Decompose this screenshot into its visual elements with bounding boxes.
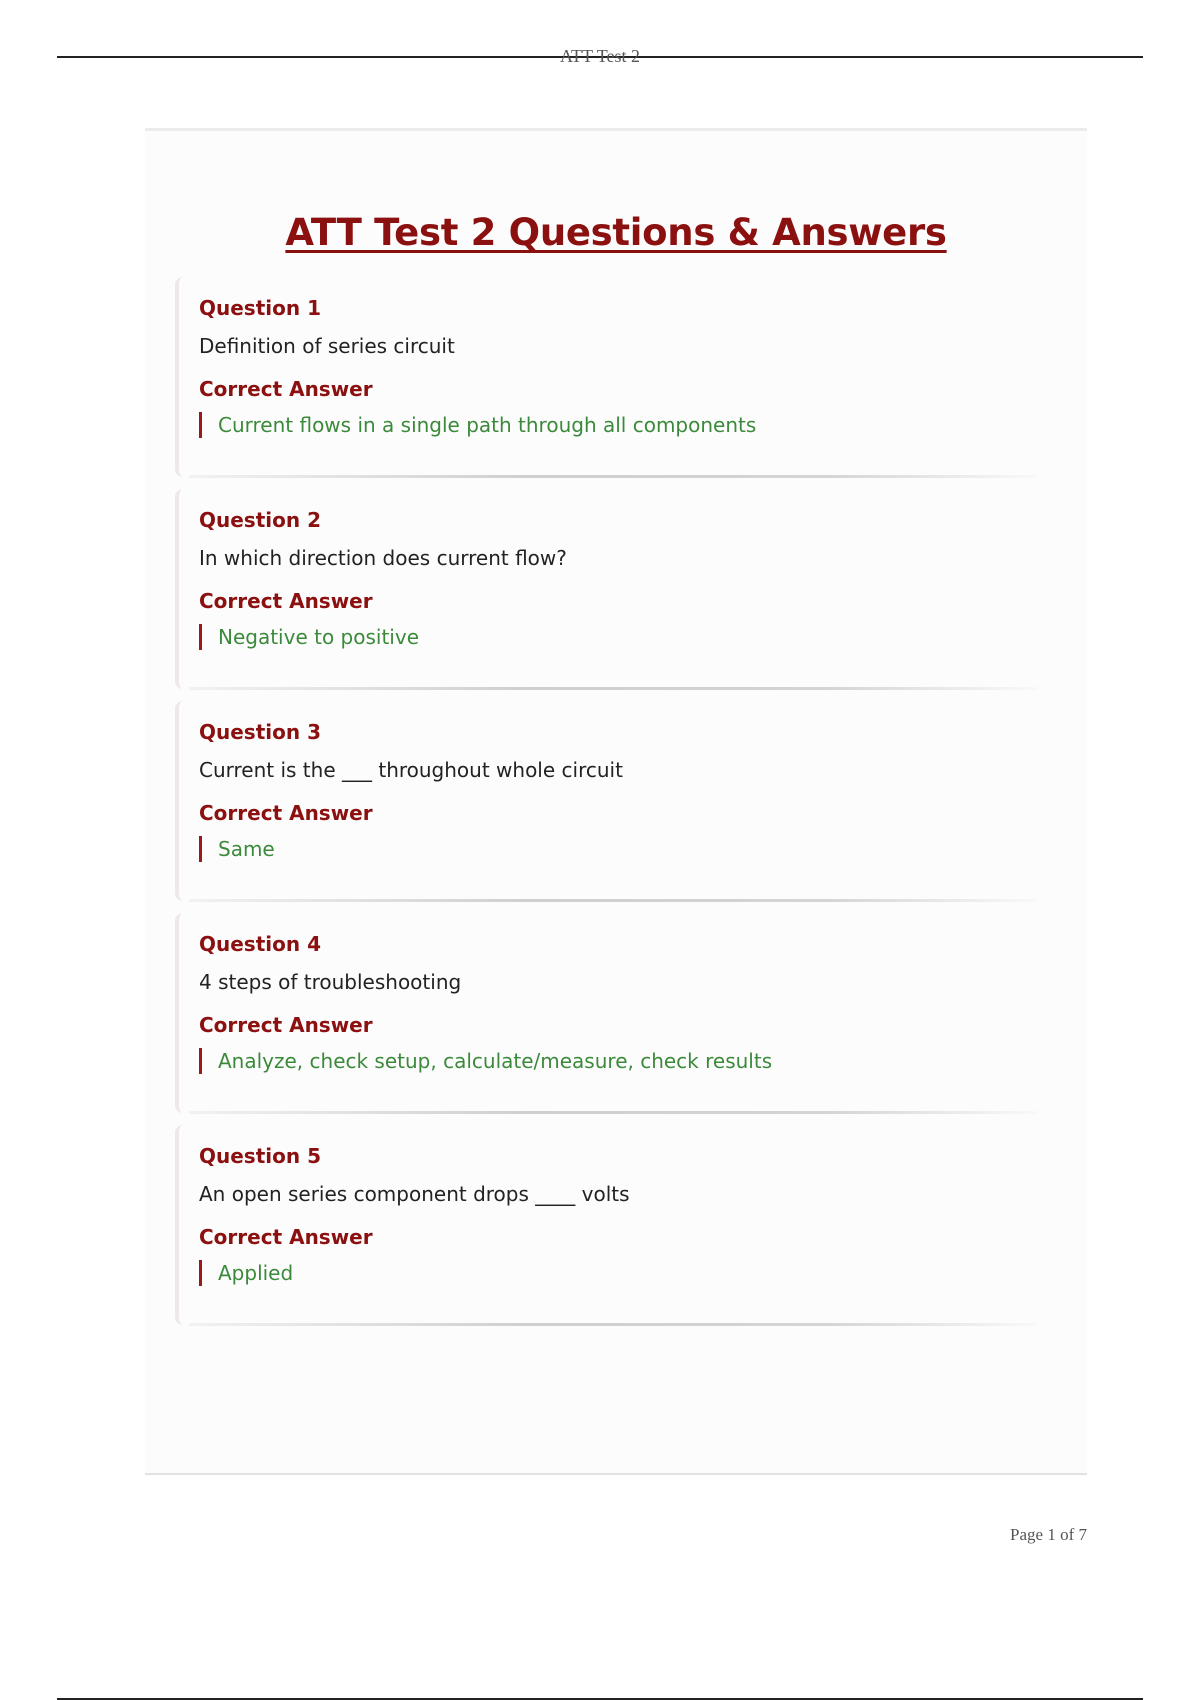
answer-text: Applied bbox=[199, 1260, 293, 1286]
question-text: An open series component drops ____ volts bbox=[199, 1182, 630, 1206]
question-text: 4 steps of troubleshooting bbox=[199, 970, 462, 994]
question-card-2 bbox=[175, 489, 1037, 689]
question-card-5 bbox=[175, 1125, 1037, 1325]
answer-label: Correct Answer bbox=[199, 1225, 373, 1249]
question-label: Question 3 bbox=[199, 720, 321, 744]
question-label: Question 1 bbox=[199, 296, 321, 320]
document-title: ATT Test 2 Questions & Answers bbox=[285, 211, 947, 254]
question-label: Question 2 bbox=[199, 508, 321, 532]
question-card-4 bbox=[175, 913, 1037, 1113]
answer-text: Current flows in a single path through all components bbox=[199, 412, 756, 438]
answer-text: Analyze, check setup, calculate/measure, check results bbox=[199, 1048, 772, 1074]
question-card-1 bbox=[175, 277, 1037, 477]
question-text: Definition of series circuit bbox=[199, 334, 455, 358]
answer-label: Correct Answer bbox=[199, 377, 373, 401]
answer-label: Correct Answer bbox=[199, 1013, 373, 1037]
answer-label: Correct Answer bbox=[199, 589, 373, 613]
question-text: Current is the ___ throughout whole circuit bbox=[199, 758, 623, 782]
header-title: ATT Test 2 bbox=[559, 46, 641, 66]
question-card-3 bbox=[175, 701, 1037, 901]
answer-text: Negative to positive bbox=[199, 624, 419, 650]
document-page bbox=[145, 128, 1087, 1475]
answer-label: Correct Answer bbox=[199, 801, 373, 825]
question-label: Question 4 bbox=[199, 932, 321, 956]
question-label: Question 5 bbox=[199, 1144, 321, 1168]
question-list bbox=[175, 277, 1037, 1337]
answer-text: Same bbox=[199, 836, 275, 862]
question-text: In which direction does current flow? bbox=[199, 546, 567, 570]
page-number: Page 1 of 7 bbox=[1010, 1525, 1087, 1544]
